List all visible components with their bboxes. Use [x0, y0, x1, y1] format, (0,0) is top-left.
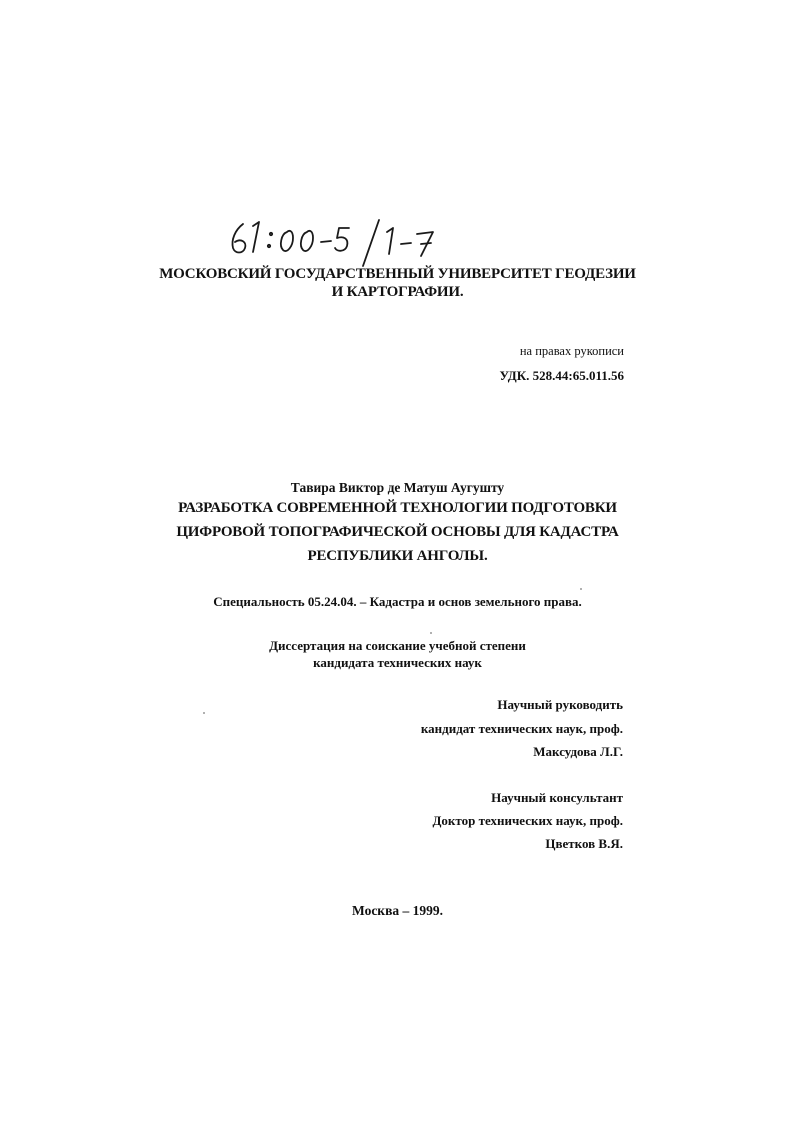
degree-statement-line1: Диссертация на соискание учебной степени: [269, 638, 526, 653]
author-name: Тавира Виктор де Матуш Аугушту: [290, 480, 505, 495]
city-year: Москва – 1999.: [352, 903, 443, 918]
university-name-line2: И КАРТОГРАФИИ.: [331, 284, 464, 300]
supervisor-role: Научный руководить: [497, 697, 623, 712]
consultant-name: Цветков В.Я.: [545, 836, 623, 851]
dissertation-title-line2: ЦИФРОВОЙ ТОПОГРАФИЧЕСКОЙ ОСНОВЫ ДЛЯ КАДАСТРА: [176, 524, 619, 540]
scan-speck: [430, 632, 432, 634]
handwritten-mark-drawing: [225, 210, 465, 270]
degree-statement-line2: кандидата технических наук: [313, 655, 482, 670]
dissertation-title-line1: РАЗРАБОТКА СОВРЕМЕННОЙ ТЕХНОЛОГИИ ПОДГОТОВКИ: [178, 500, 617, 516]
supervisor-name: Максудова Л.Г.: [533, 744, 623, 759]
scan-speck: [580, 588, 582, 590]
specialty: Специальность 05.24.04. – Кадастра и основ земельного права.: [213, 594, 582, 609]
consultant-degree: Доктор технических наук, проф.: [432, 813, 623, 828]
consultant-role: Научный консультант: [491, 790, 623, 805]
scan-speck: [203, 712, 205, 714]
manuscript-rights: на правах рукописи: [519, 344, 624, 358]
supervisor-degree: кандидат технических наук, проф.: [420, 721, 623, 736]
handwritten-archive-mark: [225, 210, 465, 270]
university-name-line1: МОСКОВСКИЙ ГОСУДАРСТВЕННЫЙ УНИВЕРСИТЕТ ГЕОДЕЗИИ: [159, 266, 636, 282]
udc-code: УДК. 528.44:65.011.56: [499, 368, 624, 383]
dissertation-title-line3: РЕСПУБЛИКИ АНГОЛЫ.: [307, 548, 488, 564]
